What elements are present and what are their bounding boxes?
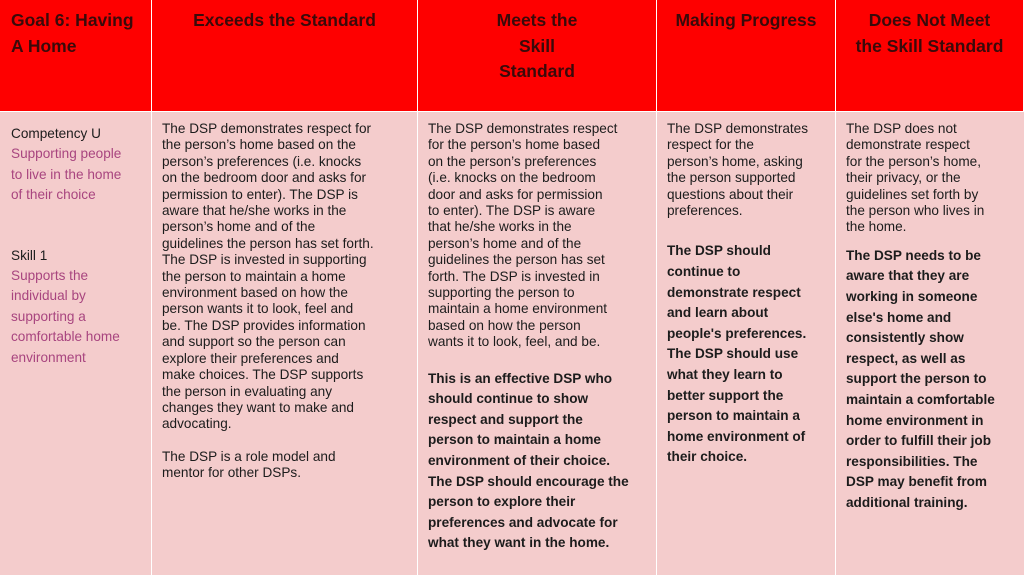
text-line: guidelines set forth by [846,186,979,202]
text-line: person’s home and of the [162,219,316,235]
text-line: comfortable home [11,329,120,345]
meets-header [418,0,657,112]
text-line: mentor for other DSPs. [162,465,302,481]
text-line: person’s home, asking [667,153,803,169]
progress-cell [657,112,836,576]
text-line: support the person to [846,371,987,387]
text-line: maintain a home environment [428,301,608,317]
text-line: Making Progress [675,10,817,30]
exceeds-role-model [162,449,411,482]
text-line: explore their preferences and [162,350,339,366]
text-line: The DSP should [667,243,771,259]
text-line: and support so the person can [162,334,346,350]
text-line: The DSP does not [846,121,957,136]
text-line: the person’s home based on the [162,137,356,153]
exceeds-description [162,121,411,433]
text-line: Supports the [11,268,89,284]
text-line: This is an effective DSP who [428,370,613,386]
text-line: demonstrate respect [667,284,801,300]
text-line: The DSP is a role model and [162,448,336,464]
text-line: demonstrate respect [846,137,970,153]
text-line: for the person’s home, [846,153,982,169]
text-line: home environment in [846,412,984,428]
competency-label: Competency U [11,126,101,141]
text-line: make choices. The DSP supports [162,367,364,383]
not-meet-recommendation [846,246,1018,514]
text-line: (i.e. knocks on the bedroom [428,170,596,186]
exceeds-cell [152,112,418,576]
text-line: person wants it to look, feel and [162,301,354,317]
meets-recommendation [428,369,650,554]
text-line: of their choice [11,187,96,203]
text-line: people's preferences. [667,325,807,341]
text-line: The DSP demonstrates respect for [162,121,372,136]
text-line: Exceeds the Standard [193,10,376,30]
text-line: preferences. [667,203,743,219]
text-line: better support the [667,387,784,403]
text-line: guidelines the person has set forth. [162,235,374,251]
text-line: working in someone [846,289,978,305]
text-line: person’s preferences (i.e. knocks [162,153,362,169]
text-line: respect and support the [428,411,583,427]
text-line: the person supported [667,170,796,186]
text-line: changes they want to make and [162,399,354,415]
text-line: to enter). The DSP is aware [428,203,596,219]
text-line: responsibilities. The [846,453,978,469]
text-line: aware that he/she works in the [162,203,347,219]
text-line: the person in evaluating any [162,383,333,399]
text-line: guidelines the person has set [428,252,605,268]
text-line: that he/she works in the [428,219,572,235]
text-line: respect, as well as [846,350,966,366]
progress-description [667,121,829,219]
text-line: be. The DSP provides information [162,317,366,333]
text-line: continue to [667,264,741,280]
text-line: wants it to look, feel, and be. [428,334,601,350]
text-line: Does Not Meet [868,10,991,30]
competency-text [11,144,145,205]
text-line: person to explore their [428,494,576,510]
text-line: person’s home and of the [428,235,582,251]
not-meet-cell [836,112,1024,576]
text-line: and learn about [667,305,769,321]
text-line: door and asks for permission [428,186,603,202]
text-line: person to maintain a [667,408,800,424]
progress-recommendation [667,241,829,468]
text-line: Meets the [496,10,578,30]
meets-cell [418,112,657,576]
text-line: aware that they are [846,268,970,284]
text-line: environment based on how the [162,285,348,301]
text-line: permission to enter). The DSP is [162,186,358,202]
text-line: Skill [519,35,555,56]
text-line: respect for the [667,137,754,153]
text-line: The DSP demonstrates respect [428,121,618,136]
text-line: should continue to show [428,391,589,407]
meets-description [428,121,650,351]
text-line: Standard [499,61,575,81]
text-line: the Skill Standard [855,35,1004,56]
text-line: supporting a [11,308,86,324]
text-line: Goal 6: Having [11,10,134,30]
text-line: questions about their [667,186,794,202]
text-line: person to maintain a home [428,432,601,448]
text-line: The DSP should encourage the [428,473,629,489]
text-line: their privacy, or the [846,170,961,186]
exceeds-header [152,0,418,112]
text-line: the home. [846,219,907,235]
text-line: the person to maintain a home [162,268,346,284]
progress-header [657,0,836,112]
skill-text [11,266,145,368]
text-line: The DSP demonstrates [667,121,809,136]
text-line: supporting the person to [428,285,575,301]
skill-label: Skill 1 [11,247,48,263]
text-line: their choice. [667,449,748,465]
not-meet-header [836,0,1024,112]
text-line: based on how the person [428,317,581,333]
text-line: The DSP should use [667,346,799,362]
text-line: A Home [11,35,77,56]
goal-header [0,0,152,112]
text-line: consistently show [846,330,964,346]
text-line: what they learn to [667,367,783,382]
text-line: what they want in the home. [428,535,610,551]
text-line: Supporting people [11,146,122,162]
text-line: DSP may benefit from [846,474,988,490]
competency-cell [0,112,152,576]
text-line: on the bedroom door and asks for [162,170,367,186]
text-line: advocating. [162,416,232,432]
text-line: home environment of [667,428,806,444]
text-line: for the person’s home based [428,137,601,153]
text-line: the person who lives in [846,203,985,219]
text-line: environment of their choice. [428,453,611,469]
not-meet-description [846,121,1018,236]
text-line: to live in the home [11,166,122,182]
text-line: The DSP needs to be [846,247,981,263]
text-line: on the person’s preferences [428,153,597,169]
text-line: order to fulfill their job [846,433,991,449]
text-line: maintain a comfortable [846,392,995,407]
text-line: preferences and advocate for [428,514,618,530]
text-line: else's home and [846,309,952,325]
text-line: individual by [11,288,86,304]
text-line: additional training. [846,494,968,510]
text-line: environment [11,349,86,365]
text-line: forth. The DSP is invested in [428,268,600,284]
text-line: The DSP is invested in supporting [162,252,367,268]
